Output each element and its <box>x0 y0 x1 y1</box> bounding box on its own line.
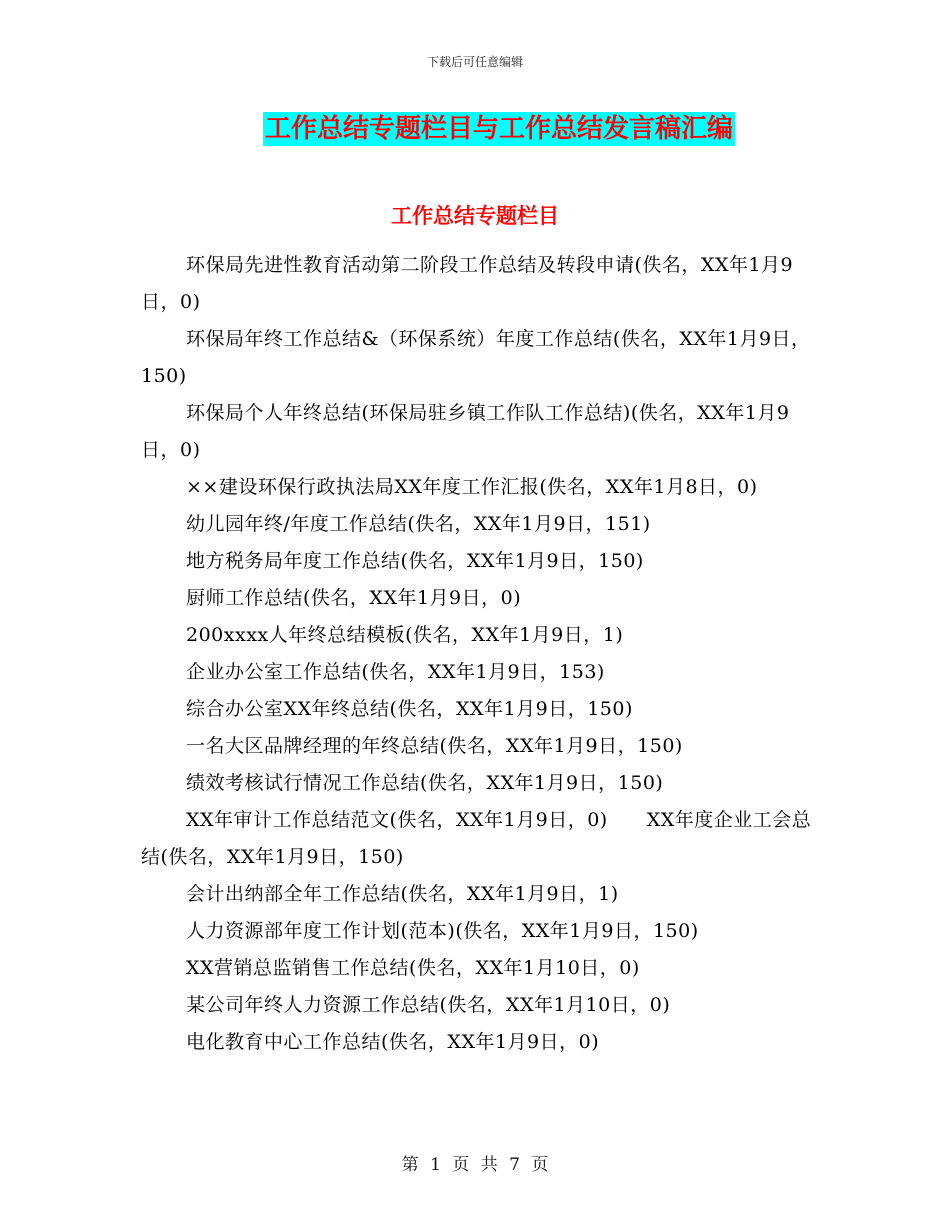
list-item: XX年审计工作总结范文(佚名，XX年1月9日，0) XX年度企业工会总结(佚名，XX年1月9日，150) <box>141 809 812 868</box>
header-note: 下载后可任意编辑 <box>426 55 523 69</box>
list-item: 人力资源部年度工作计划(范本)(佚名，XX年1月9日，150) <box>186 920 699 942</box>
list-item: 某公司年终人力资源工作总结(佚名，XX年1月10日，0) <box>186 994 671 1016</box>
list-item: 企业办公室工作总结(佚名，XX年1月9日，153) <box>186 661 605 683</box>
list-item: 综合办公室XX年终总结(佚名，XX年1月9日，150) <box>186 698 633 720</box>
section-title: 工作总结专题栏目 <box>391 204 559 228</box>
entry-list <box>141 247 813 1061</box>
list-item: 200xxxx人年终总结模板(佚名，XX年1月9日，1) <box>186 624 624 646</box>
list-item: 环保局年终工作总结&（环保系统）年度工作总结(佚名，XX年1月9日，150) <box>141 328 811 387</box>
list-item: 地方税务局年度工作总结(佚名，XX年1月9日，150) <box>186 550 644 572</box>
main-title: 工作总结专题栏目与工作总结发言稿汇编 <box>264 114 733 144</box>
list-item: 幼儿园年终/年度工作总结(佚名，XX年1月9日，151) <box>186 513 651 535</box>
list-item: 会计出纳部全年工作总结(佚名，XX年1月9日，1) <box>186 883 619 905</box>
main-title-container <box>0 112 950 146</box>
list-item: 环保局个人年终总结(环保局驻乡镇工作队工作总结)(佚名，XX年1月9日，0) <box>141 402 790 461</box>
list-item: 电化教育中心工作总结(佚名，XX年1月9日，0) <box>186 1031 600 1053</box>
list-item: ××建设环保行政执法局XX年度工作汇报(佚名，XX年1月8日，0) <box>186 476 758 498</box>
list-item: 厨师工作总结(佚名，XX年1月9日，0) <box>186 587 522 609</box>
page-number-footer: 第 1 页 共 7 页 <box>401 1155 549 1175</box>
list-item: 环保局先进性教育活动第二阶段工作总结及转段申请(佚名，XX年1月9日，0) <box>141 254 794 313</box>
list-item: 绩效考核试行情况工作总结(佚名，XX年1月9日，150) <box>186 772 664 794</box>
list-item: XX营销总监销售工作总结(佚名，XX年1月10日，0) <box>186 957 640 979</box>
list-item: 一名大区品牌经理的年终总结(佚名，XX年1月9日，150) <box>186 735 683 757</box>
